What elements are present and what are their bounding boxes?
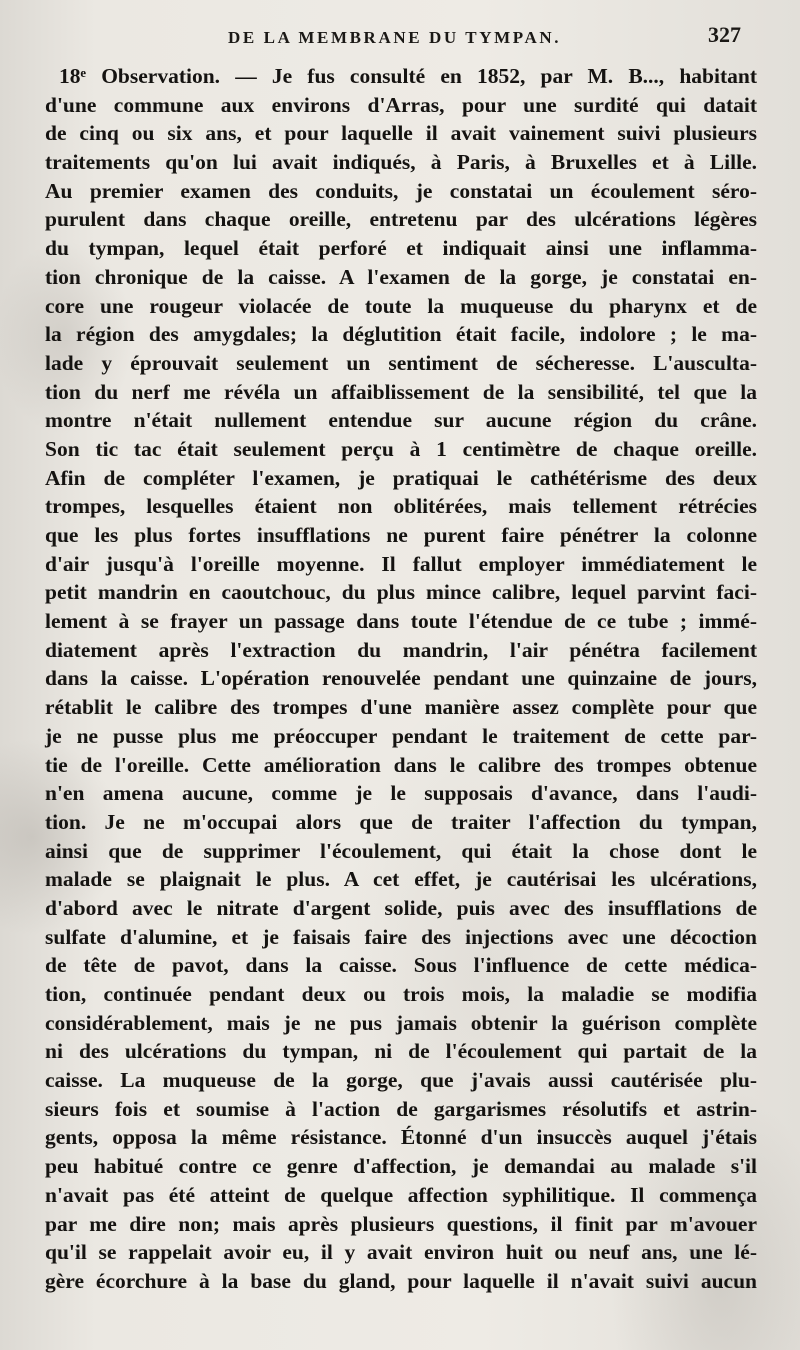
text-line: montre n'était nullement entendue sur aucune région du crâne. [45, 408, 757, 433]
text-line: gents, opposa la même résistance. Étonné d'un insuccès auquel j'étais [45, 1125, 757, 1150]
text-line: je ne pusse plus me préoccuper pendant le traitement de cette par- [45, 723, 757, 748]
text-line: d'abord avec le nitrate d'argent solide, puis avec des insufflations de [45, 895, 757, 920]
text-line: par me dire non; mais après plusieurs questions, il finit par m'avouer [45, 1211, 757, 1236]
text-line: peu habitué contre ce genre d'affection, je demandai au malade s'il [45, 1154, 757, 1179]
text-line: la région des amygdales; la déglutition était facile, indolore ; le ma- [45, 322, 757, 347]
text-line: tion chronique de la caisse. A l'examen de la gorge, je constatai en- [45, 264, 757, 289]
text-line: sieurs fois et soumise à l'action de gargarismes résolutifs et astrin- [45, 1096, 757, 1121]
text-line: du tympan, lequel était perforé et indiquait ainsi une inflamma- [45, 236, 757, 261]
text-line: d'air jusqu'à l'oreille moyenne. Il fallut employer immédiatement le [45, 551, 757, 576]
text-line: de tête de pavot, dans la caisse. Sous l'influence de cette médica- [45, 953, 757, 978]
text-line: Au premier examen des conduits, je constatai un écoulement séro- [45, 178, 757, 203]
text-line: diatement après l'extraction du mandrin, l'air pénétra facilement [45, 637, 757, 662]
text-line: tion, continuée pendant deux ou trois mois, la maladie se modifia [45, 982, 757, 1006]
text-line: traitements qu'on lui avait indiqués, à Paris, à Bruxelles et à Lille. [45, 150, 757, 175]
text-line: considérablement, mais je ne pus jamais obtenir la guérison complète [45, 1010, 757, 1035]
text-line: gère écorchure à la base du gland, pour laquelle il n'avait suivi aucun [45, 1268, 757, 1293]
text-line: tion. Je ne m'occupai alors que de traiter l'affection du tympan, [45, 809, 757, 834]
text-line: petit mandrin en caoutchouc, du plus mince calibre, lequel parvint faci- [45, 580, 757, 605]
text-line: core une rougeur violacée de toute la muqueuse du pharynx et de [45, 293, 757, 318]
text-line: lement à se frayer un passage dans toute l'étendue de ce tube ; immé- [45, 609, 757, 634]
text-line: que les plus fortes insufflations ne purent faire pénétrer la colonne [45, 523, 757, 547]
text-line: ainsi que de supprimer l'écoulement, qui était la chose dont le [45, 838, 757, 863]
text-line: malade se plaignait le plus. A cet effet, je cautérisai les ulcérations, [45, 867, 757, 892]
body-text [45, 62, 757, 1296]
text-line: Son tic tac était seulement perçu à 1 centimètre de chaque oreille. [45, 436, 757, 461]
text-line: dans la caisse. L'opération renouvelée pendant une quinzaine de jours, [45, 666, 757, 691]
page-number: 327 [708, 22, 741, 47]
text-line: Afin de compléter l'examen, je pratiquai le cathétérisme des deux [45, 465, 757, 490]
text-line: caisse. La muqueuse de la gorge, que j'avais aussi cautérisée plu- [45, 1068, 757, 1093]
text-line: rétablit le calibre des trompes d'une manière assez complète pour que [45, 695, 757, 720]
text-line: 18ᵉ Observation. — Je fus consulté en 1852, par M. B..., habitant [59, 64, 757, 88]
text-line: n'en amena aucune, comme je le supposais d'avance, dans l'audi- [45, 781, 757, 806]
text-line: purulent dans chaque oreille, entretenu par des ulcérations légères [45, 207, 757, 232]
text-line: lade y éprouvait seulement un sentiment de sécheresse. L'ausculta- [45, 350, 757, 375]
text-line: tion du nerf me révéla un affaiblissement de la sensibilité, tel que la [45, 379, 757, 404]
text-line: ni des ulcérations du tympan, ni de l'écoulement qui partait de la [45, 1039, 757, 1064]
text-line: tie de l'oreille. Cette amélioration dans le calibre des trompes obtenue [45, 752, 757, 777]
text-line: trompes, lesquelles étaient non oblitérées, mais tellement rétrécies [45, 494, 757, 519]
text-line: d'une commune aux environs d'Arras, pour une surdité qui datait [45, 92, 757, 117]
text-line: qu'il se rappelait avoir eu, il y avait environ huit ou neuf ans, une lé- [45, 1240, 757, 1265]
text-line: sulfate d'alumine, et je faisais faire des injections avec une décoction [45, 924, 757, 949]
running-head-title: DE LA MEMBRANE DU TYMPAN. [228, 28, 562, 47]
text-line: n'avait pas été atteint de quelque affection syphilitique. Il commença [45, 1182, 757, 1207]
running-head [0, 22, 800, 52]
text-line: de cinq ou six ans, et pour laquelle il avait vainement suivi plusieurs [45, 121, 757, 146]
